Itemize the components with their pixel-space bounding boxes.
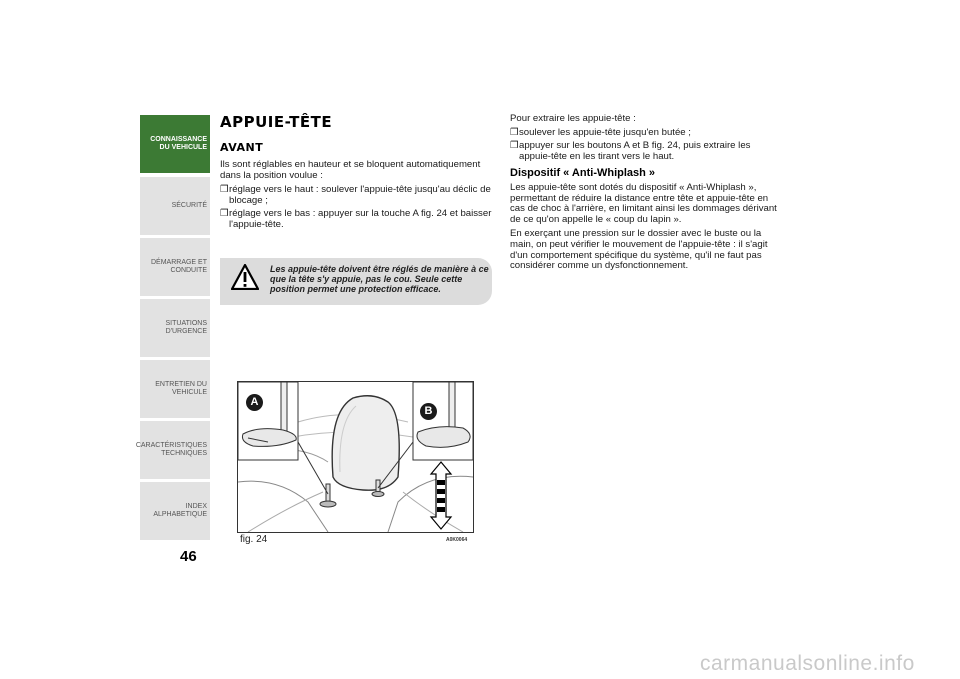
- checkbox-bullet-icon: ❒: [510, 140, 519, 152]
- warning-triangle-icon: [231, 264, 259, 290]
- figure-code: A0K0064: [446, 537, 468, 543]
- extraction-intro: Pour extraire les appuie-tête :: [510, 113, 636, 124]
- page-title: APPUIE-TÊTE: [220, 113, 333, 131]
- tab-securite[interactable]: SÉCURITÉ: [140, 177, 210, 235]
- anti-whiplash-paragraph-2: En exerçant une pression sur le dossier avec le buste ou la main, on peut vérifier le mouvement de l'appuie-tête : il s'agit d'un comportement spécifique du système, qu'il ne faut pas considérer comme un dysfonctionnement.: [510, 228, 768, 272]
- anti-whiplash-paragraph: Les appuie-tête sont dotés du dispositif « Anti-Whiplash », permettant de réduire la distance entre tête et appuie-tête en cas de choc à l'arrière, en limitant ainsi les dommages dérivant de ce qu'on appelle le « coup du lapin ».: [510, 181, 777, 225]
- tab-situations-d-urgence[interactable]: SITUATIONS D'URGENCE: [140, 299, 210, 357]
- list-item: ❒appuyer sur les boutons A et B fig. 24, puis extraire les appuie-tête en les tirant vers le haut.: [510, 140, 751, 162]
- section-subtitle: AVANT: [220, 141, 264, 154]
- list-item: ❒soulever les appuie-tête jusqu'en butée ;: [510, 126, 691, 138]
- page-number: 46: [180, 548, 197, 565]
- anti-whiplash-heading: Dispositif « Anti-Whiplash »: [510, 167, 656, 180]
- checkbox-bullet-icon: ❒: [510, 126, 519, 138]
- headrest-illustration: [238, 382, 473, 532]
- callout-a-badge: A: [246, 394, 263, 411]
- headrest-figure: [237, 381, 474, 533]
- tab-index-alphabetique[interactable]: INDEX ALPHABETIQUE: [140, 482, 210, 540]
- warning-text: Les appuie-tête doivent être réglés de manière à ce que la tête s'y appuie, pas le cou. Seule cette position permet une protection efficace.: [270, 264, 489, 294]
- intro-paragraph: Ils sont réglables en hauteur et se bloquent automatiquement dans la position voulue :: [220, 159, 481, 181]
- left-column-text: [220, 160, 492, 234]
- tab-connaissance-du-vehicule[interactable]: CONNAISSANCE DU VEHICULE: [140, 115, 210, 173]
- tab-demarrage-et-conduite[interactable]: DÉMARRAGE ET CONDUITE: [140, 238, 210, 296]
- callout-b-badge: B: [420, 403, 437, 420]
- warning-box: [220, 258, 492, 305]
- list-item: ❒réglage vers le haut : soulever l'appuie-tête jusqu'au déclic de blocage ;: [220, 184, 491, 206]
- right-column-text: [510, 114, 778, 276]
- figure-label: fig. 24: [240, 534, 268, 545]
- checkbox-bullet-icon: ❒: [220, 208, 229, 220]
- watermark: carmanualsonline.info: [700, 652, 915, 675]
- list-item: ❒réglage vers le bas : appuyer sur la touche A fig. 24 et baisser l'appuie-tête.: [220, 208, 492, 230]
- tab-caracteristiques-techniques[interactable]: CARACTÉRISTIQUES TECHNIQUES: [140, 421, 210, 479]
- checkbox-bullet-icon: ❒: [220, 184, 229, 196]
- tab-entretien-du-vehicule[interactable]: ENTRETIEN DU VEHICULE: [140, 360, 210, 418]
